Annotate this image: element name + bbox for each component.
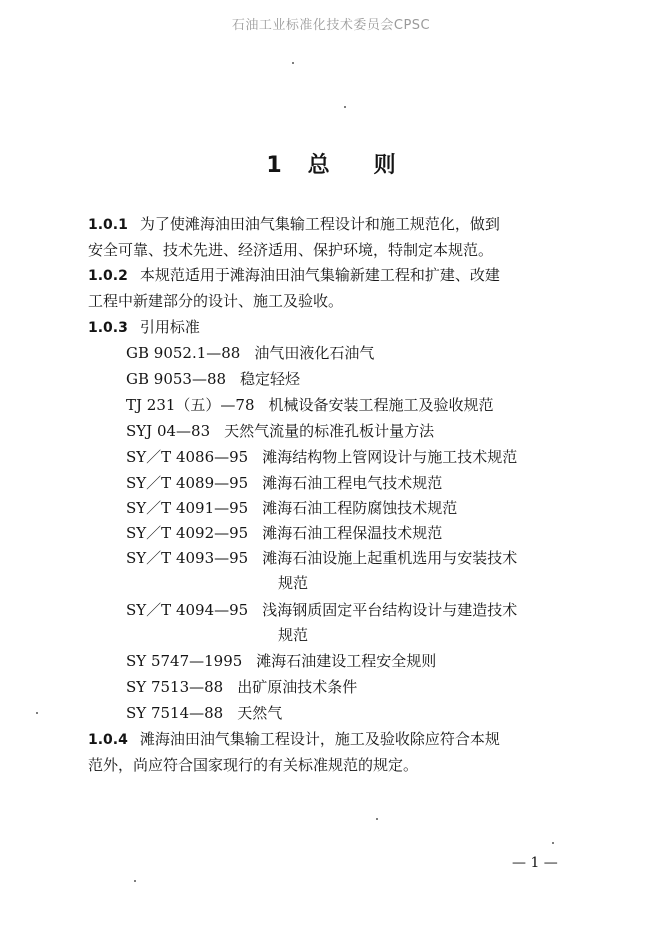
reference-code: GB 9053—88 bbox=[126, 370, 227, 388]
reference-title: 滩海石油工程保温技术规范 bbox=[262, 524, 443, 542]
reference-item bbox=[126, 675, 357, 699]
clause-number: 1.0.4 bbox=[88, 732, 128, 748]
reference-code: SY／T 4094—95 bbox=[126, 601, 249, 619]
clause-number: 1.0.3 bbox=[88, 320, 128, 336]
reference-code: SYJ 04—83 bbox=[126, 422, 211, 440]
reference-code: SY／T 4093—95 bbox=[126, 549, 249, 567]
chapter-title-char-2: 则 bbox=[373, 153, 396, 178]
scan-speck bbox=[376, 818, 378, 820]
scan-speck bbox=[36, 712, 38, 714]
clause-1-0-2-line-2: 工程中新建部分的设计、施工及验收。 bbox=[88, 292, 344, 310]
clause-text: 引用标准 bbox=[139, 318, 200, 336]
reference-title: 天然气流量的标准孔板计量方法 bbox=[224, 422, 435, 440]
reference-item bbox=[126, 701, 282, 725]
reference-code: SY／T 4091—95 bbox=[126, 499, 249, 517]
reference-title: 机械设备安装工程施工及验收规范 bbox=[268, 396, 494, 414]
reference-item bbox=[126, 471, 442, 495]
clause-text: 滩海油田油气集输工程设计，施工及验收除应符合本规 bbox=[139, 730, 500, 748]
reference-title: 油气田液化石油气 bbox=[254, 344, 375, 362]
reference-item bbox=[126, 341, 374, 365]
chapter-title-char-1: 总 bbox=[307, 153, 330, 178]
clause-1-0-1-line-1 bbox=[88, 212, 500, 237]
reference-title-continuation: 规范 bbox=[278, 626, 309, 644]
reference-item bbox=[126, 496, 457, 520]
reference-title: 滩海石油设施上起重机选用与安装技术 bbox=[262, 549, 518, 567]
clause-1-0-1-line-2: 安全可靠、技术先进、经济适用、保护环境，特制定本规范。 bbox=[88, 241, 494, 259]
clause-1-0-4-line-2: 范外，尚应符合国家现行的有关标准规范的规定。 bbox=[88, 756, 419, 774]
reference-item bbox=[126, 445, 517, 469]
chapter-title bbox=[0, 148, 662, 179]
reference-item bbox=[126, 546, 517, 570]
reference-code: SY／T 4092—95 bbox=[126, 524, 249, 542]
page-number: — 1 — bbox=[512, 855, 558, 871]
reference-item bbox=[126, 521, 442, 545]
reference-title: 滩海石油工程防腐蚀技术规范 bbox=[262, 499, 458, 517]
reference-code: SY 7514—88 bbox=[126, 704, 224, 722]
reference-title: 天然气 bbox=[237, 704, 283, 722]
reference-item bbox=[126, 419, 434, 443]
clause-number: 1.0.2 bbox=[88, 268, 128, 284]
reference-code: GB 9052.1—88 bbox=[126, 344, 241, 362]
clause-text: 为了使滩海油田油气集输工程设计和施工规范化，做到 bbox=[139, 215, 500, 233]
reference-code: TJ 231（五）—78 bbox=[126, 396, 255, 414]
reference-code: SY 5747—1995 bbox=[126, 652, 243, 670]
reference-title: 滩海结构物上管网设计与施工技术规范 bbox=[262, 448, 518, 466]
scan-speck bbox=[134, 880, 136, 882]
reference-item bbox=[126, 367, 300, 391]
clause-text: 本规范适用于滩海油田油气集输新建工程和扩建、改建 bbox=[139, 266, 500, 284]
reference-code: SY／T 4086—95 bbox=[126, 448, 249, 466]
scan-speck bbox=[344, 106, 346, 108]
scan-speck bbox=[552, 842, 554, 844]
clause-1-0-2-line-1 bbox=[88, 263, 500, 288]
reference-item bbox=[126, 598, 517, 622]
clause-1-0-4-line-1 bbox=[88, 727, 500, 752]
reference-title: 滩海石油建设工程安全规则 bbox=[256, 652, 437, 670]
chapter-number: 1 bbox=[266, 153, 282, 178]
scan-speck bbox=[292, 62, 294, 64]
watermark: 石油工业标准化技术委员会CPSC bbox=[231, 18, 431, 33]
reference-title: 稳定轻烃 bbox=[240, 370, 301, 388]
clause-1-0-3 bbox=[88, 315, 200, 340]
reference-item bbox=[126, 649, 436, 673]
reference-title: 滩海石油工程电气技术规范 bbox=[262, 474, 443, 492]
reference-title-continuation: 规范 bbox=[278, 574, 309, 592]
reference-code: SY／T 4089—95 bbox=[126, 474, 249, 492]
reference-title: 出矿原油技术条件 bbox=[237, 678, 358, 696]
reference-code: SY 7513—88 bbox=[126, 678, 224, 696]
clause-number: 1.0.1 bbox=[88, 217, 128, 233]
reference-item bbox=[126, 393, 494, 417]
reference-title: 浅海钢质固定平台结构设计与建造技术 bbox=[262, 601, 518, 619]
